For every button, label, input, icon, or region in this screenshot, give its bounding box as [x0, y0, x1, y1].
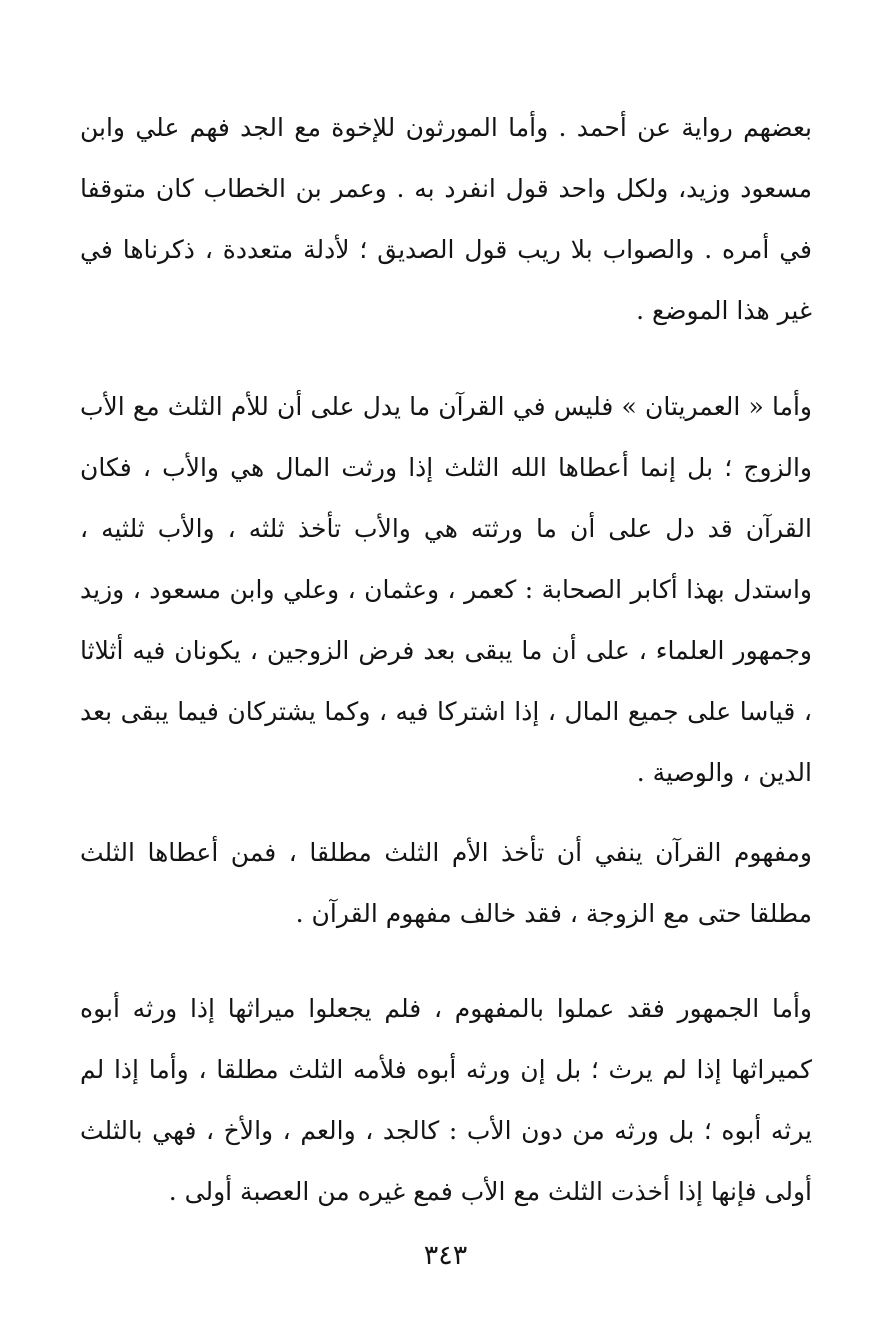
page-number: ٣٤٣	[423, 1240, 468, 1271]
paragraph-4: وأما الجمهور فقد عملوا بالمفهوم ، فلم يجعلوا ميراثها إذا ورثه أبوه كميراثها إذا لم يرث ؛ بل إن ورثه أبوه فلأمه الثلث مطلقا ، وأما إذا لم يرثه أبوه ؛ بل ورثه من دون الأب : كالجد ، والعم ، والأخ ، فهي بالثلث أولى فإنها إذا أخذت الثلث مع الأب فمع غيره من العصبة أولى .	[80, 994, 812, 1206]
paragraph-3: ومفهوم القرآن ينفي أن تأخذ الأم الثلث مطلقا ، فمن أعطاها الثلث مطلقا حتى مع الزوجة ، فقد خالف مفهوم القرآن .	[80, 838, 812, 928]
paragraph-1: بعضهم رواية عن أحمد . وأما المورثون للإخوة مع الجد فهم علي وابن مسعود وزيد، ولكل واحد قول انفرد به . وعمر بن الخطاب كان متوقفا في أمره . والصواب بلا ريب قول الصديق ؛ لأدلة متعددة ، ذكرناها في غير هذا الموضع .	[80, 113, 812, 325]
paragraph-2: وأما « العمريتان » فليس في القرآن ما يدل على أن للأم الثلث مع الأب والزوج ؛ بل إنما أعطاها الله الثلث إذا ورثت المال هي والأب ، فكان القرآن قد دل على أن ما ورثته هي والأب تأخذ ثلثه ، والأب ثلثيه ، واستدل بهذا أكابر الصحابة : كعمر ، وعثمان ، وعلي وابن مسعود ، وزيد وجمهور العلماء ، على أن ما يبقى بعد فرض الزوجين ، يكونان فيه أثلاثا ، قياسا على جميع المال ، إذا اشتركا فيه ، وكما يشتركان فيما يبقى بعد الدين ، والوصية .	[80, 392, 812, 787]
